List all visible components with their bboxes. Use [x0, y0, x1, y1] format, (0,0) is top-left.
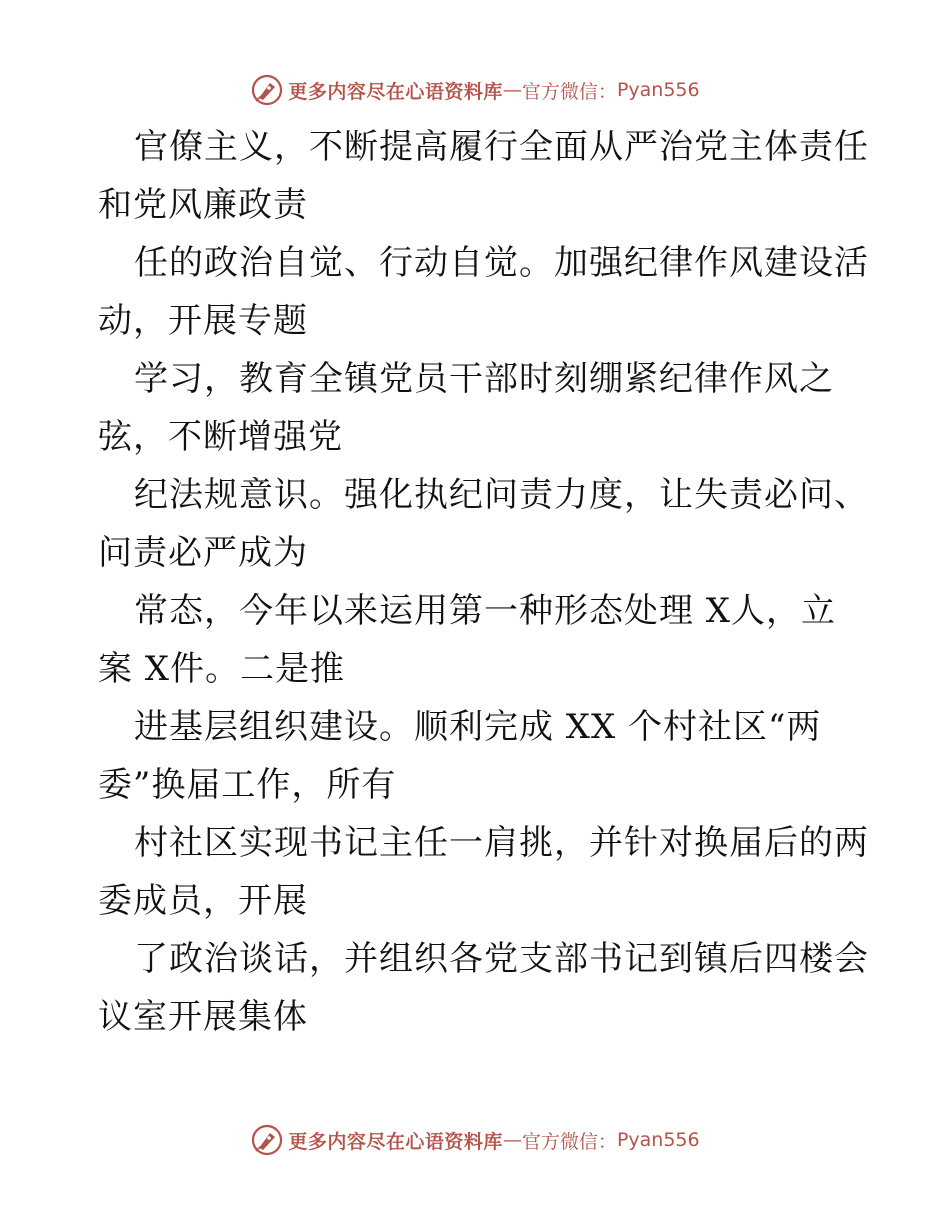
footer-banner	[0, 1120, 950, 1160]
text-line: 纪法规意识。强化执纪问责力度，让失责必问、	[134, 475, 869, 515]
banner-wechat-id: Pyan556	[616, 79, 700, 101]
text-line: 任的政治自觉、行动自觉。加强纪律作风建设活	[134, 243, 869, 283]
text-line: 委成员，开展	[98, 881, 308, 921]
text-line: 了政治谈话，并组织各党支部书记到镇后四楼会	[134, 939, 869, 979]
banner-separator: —	[502, 1129, 522, 1151]
banner-brand-text: 更多内容尽在心语资料库	[288, 1130, 503, 1153]
header-banner	[0, 70, 950, 110]
banner-separator: —	[502, 79, 522, 101]
text-line: 议室开展集体	[98, 997, 308, 1037]
text-line: 官僚主义，不断提高履行全面从严治党主体责任	[134, 127, 869, 167]
pen-nib-circle-icon	[250, 73, 284, 107]
banner-wechat-label: 官方微信：	[521, 1130, 617, 1153]
text-line: 弦，不断增强党	[98, 417, 343, 457]
text-line: 委”换届工作，所有	[98, 765, 397, 805]
text-line: 动，开展专题	[98, 301, 308, 341]
text-line: 案 X件。二是推	[98, 649, 346, 689]
banner-wechat-id: Pyan556	[616, 1129, 700, 1151]
banner-brand-text: 更多内容尽在心语资料库	[288, 80, 503, 103]
text-line: 问责必严成为	[98, 533, 308, 573]
text-line: 进基层组织建设。顺利完成 XX 个村社区“两	[134, 707, 822, 747]
text-line: 学习，教育全镇党员干部时刻绷紧纪律作风之	[134, 359, 834, 399]
banner-wechat-label: 官方微信：	[521, 80, 617, 103]
pen-nib-circle-icon	[250, 1123, 284, 1157]
text-line: 常态，今年以来运用第一种形态处理 X人，立	[134, 591, 837, 631]
text-line: 村社区实现书记主任一肩挑，并针对换届后的两	[134, 823, 869, 863]
text-line: 和党风廉政责	[98, 185, 308, 225]
document-body	[98, 118, 878, 1046]
